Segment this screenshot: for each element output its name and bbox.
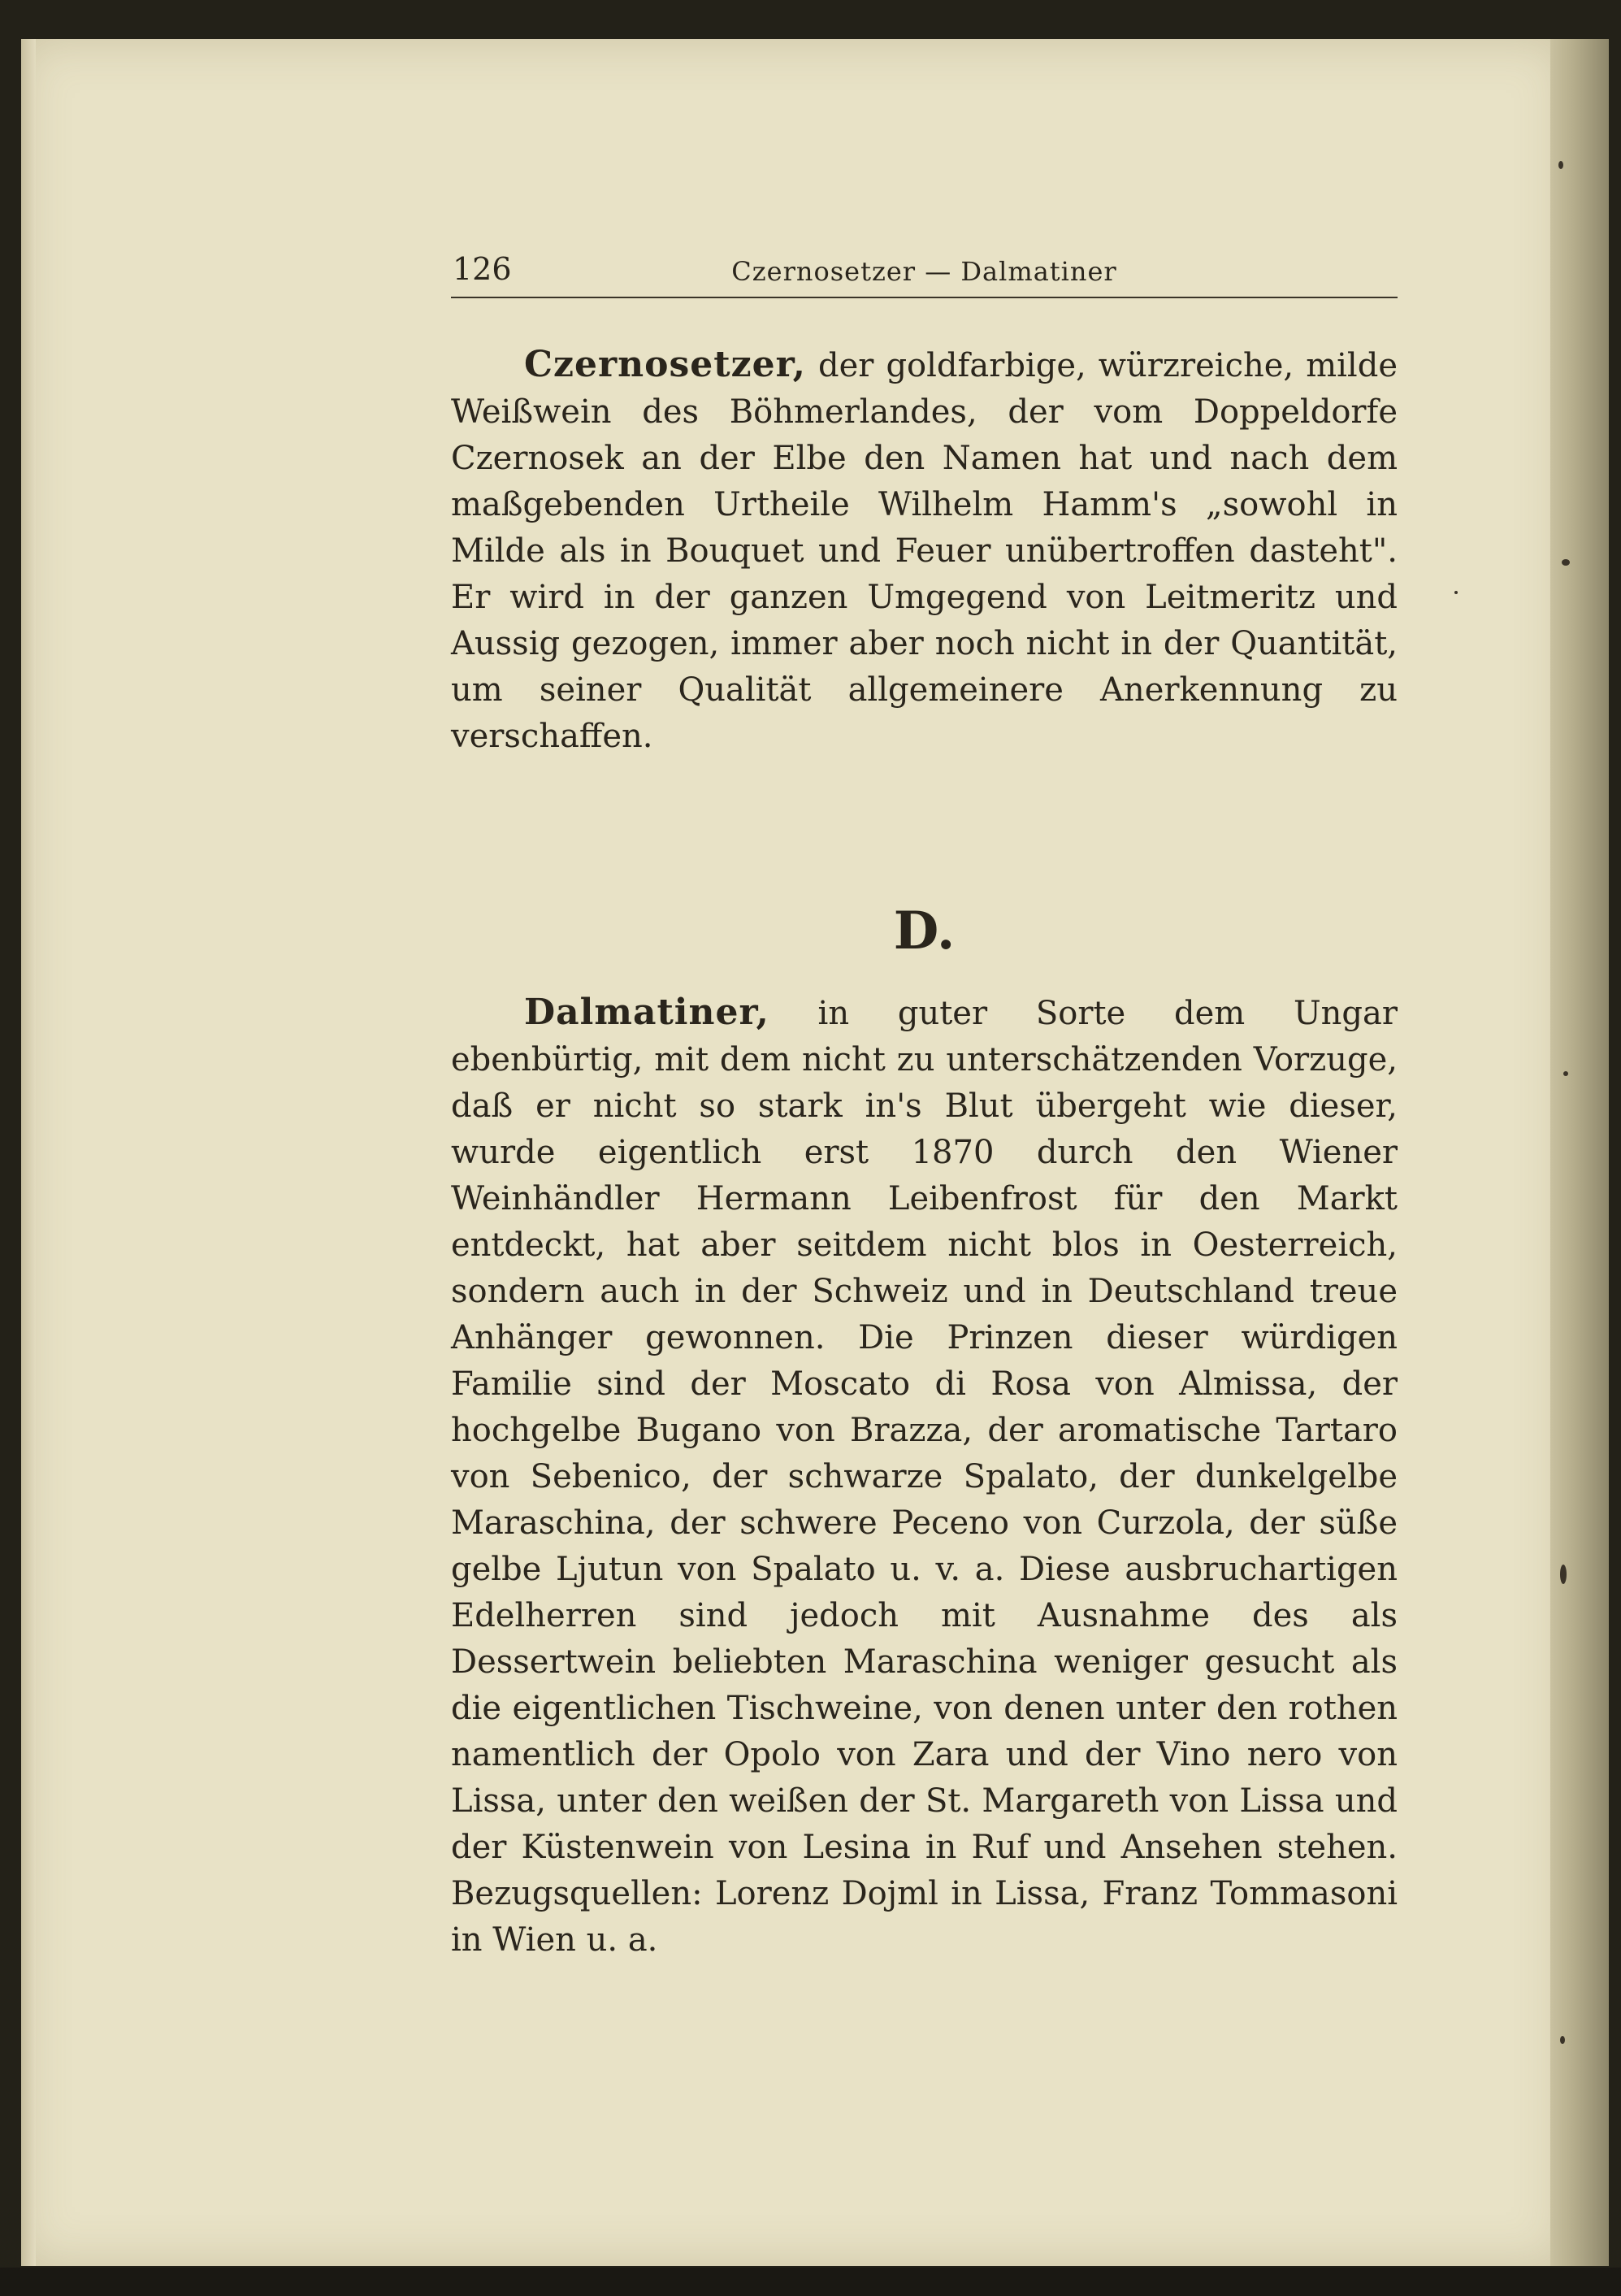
- entry-paragraph: [451, 341, 1398, 760]
- scan-bottom-strip: [0, 2268, 1621, 2296]
- entry-czernosetzer: [451, 341, 1398, 760]
- running-head: Czernosetzer — Dalmatiner: [731, 256, 1117, 287]
- entry-paragraph: [451, 989, 1398, 1964]
- section-letter: D.: [893, 901, 956, 961]
- entry-body: der goldfarbige, würzreiche, milde Weißwein des Böhmerlandes, der vom Doppeldorfe Czernosek an der Elbe den Namen hat und nach dem maßgebenden Urtheile Wilhelm Hamm's „sowohl in Milde als in Bouquet und Feuer unübertroffen dasteht". Er wird in der ganzen Umgegend von Leitmeritz und Aussig gezogen, immer aber noch nicht in der Quantität, um seiner Qualität allgemeinere Anerkennung zu verschaffen.: [451, 347, 1398, 755]
- paper-speck: [1558, 161, 1563, 169]
- paper-speck: [1562, 559, 1570, 566]
- paper-speck: [1560, 1565, 1567, 1584]
- entry-headword: Dalmatiner,: [524, 992, 769, 1033]
- paper-speck: [1454, 591, 1458, 594]
- paper-speck: [1563, 1071, 1568, 1076]
- page-right-edge: [1550, 39, 1609, 2266]
- page-left-edge: [21, 39, 36, 2266]
- entry-body: in guter Sorte dem Ungar ebenbürtig, mit dem nicht zu unterschätzenden Vorzuge, daß er nicht so stark in's Blut übergeht wie dieser, wurde eigentlich erst 1870 durch den Wiener Weinhändler Hermann Leibenfrost für den Markt entdeckt, hat aber seitdem nicht blos in Oesterreich, sondern auch in der Schweiz und in Deutschland treue Anhänger gewonnen. Die Prinzen dieser würdigen Familie sind der Moscato di Rosa von Almissa, der hochgelbe Bugano von Brazza, der aromatische Tartaro von Sebenico, der schwarze Spalato, der dunkelgelbe Maraschina, der schwere Peceno von Curzola, der süße gelbe Ljutun von Spalato u. v. a. Diese ausbruchartigen Edelherren sind jedoch mit Ausnahme des als Dessertwein beliebten Maraschina weniger gesucht als die eigentlichen Tischweine, von denen unter den rothen namentlich der Opolo von Zara und der Vino nero von Lissa, unter den weißen der St. Margareth von Lissa und der Küstenwein von Lesina in Ruf und Ansehen stehen. Bezugsquellen: Lorenz Dojml in Lissa, Franz Tommasoni in Wien u. a.: [451, 995, 1398, 1959]
- entry-headword: Czernosetzer,: [524, 344, 806, 385]
- page-header: [451, 248, 1398, 298]
- entry-dalmatiner: [451, 989, 1398, 1964]
- page-number: 126: [453, 251, 512, 287]
- paper-speck: [1560, 2036, 1565, 2044]
